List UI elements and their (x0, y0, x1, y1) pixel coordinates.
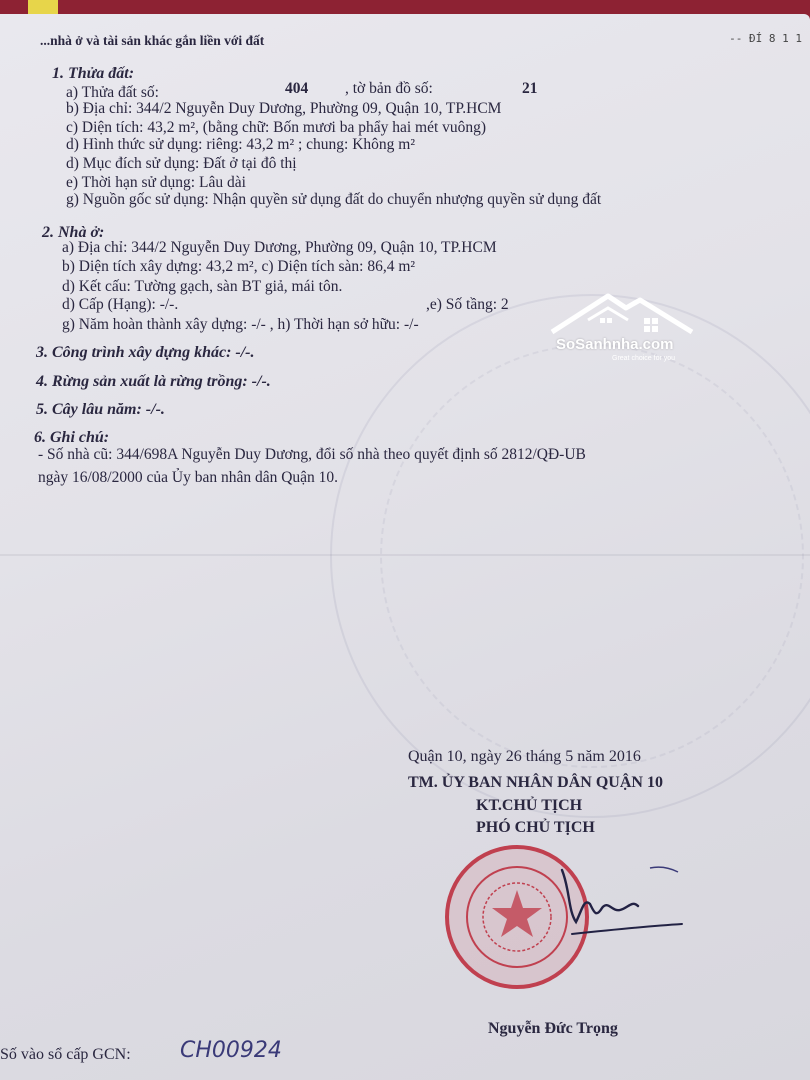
issue-date: Quận 10, ngày 26 tháng 5 năm 2016 (408, 748, 641, 765)
map-number: 21 (522, 80, 538, 97)
land-area: c) Diện tích: 43,2 m², (bằng chữ: Bốn mươi ba phẩy hai mét vuông) (66, 119, 487, 136)
register-number: CH00924 (180, 1038, 282, 1063)
house-heading: 2. Nhà ở: (42, 224, 105, 241)
land-term: e) Thời hạn sử dụng: Lâu dài (66, 174, 246, 191)
land-origin: g) Nguồn gốc sử dụng: Nhận quyền sử dụng đất do chuyển nhượng quyền sử dụng đất (66, 191, 602, 208)
notes-heading: 6. Ghi chú: (34, 429, 110, 446)
completion-year: g) Năm hoàn thành xây dựng: -/- , h) Thời hạn sở hữu: -/- (62, 316, 419, 333)
land-heading: 1. Thửa đất: (52, 65, 135, 82)
build-area: b) Diện tích xây dựng: 43,2 m², c) Diện tích sàn: 86,4 m² (62, 258, 416, 275)
page-header: ...nhà ở và tài sản khác gắn liền với đất (40, 33, 265, 48)
house-structure: d) Kết cấu: Tường gạch, sàn BT giả, mái tôn. (62, 278, 343, 295)
register-label: Số vào sổ cấp GCN: (0, 1046, 131, 1063)
forest: 4. Rừng sản xuất là rừng trồng: -/-. (36, 373, 271, 390)
house-grade: d) Cấp (Hạng): -/-. (62, 296, 179, 313)
watermark-brand: SoSanhnha.com (556, 336, 674, 353)
perennial-trees: 5. Cây lâu năm: -/-. (36, 401, 165, 418)
kt-chairman: KT.CHỦ TỊCH (476, 797, 583, 814)
land-purpose: d) Mục đích sử dụng: Đất ở tại đô thị (66, 155, 297, 172)
other-works: 3. Công trình xây dựng khác: -/-. (36, 344, 255, 361)
house-floors: ,e) Số tầng: 2 (426, 296, 509, 313)
handwritten-signature (510, 860, 710, 950)
notes-line-2: ngày 16/08/2000 của Ủy ban nhân dân Quận 10. (38, 469, 339, 486)
notes-line-1: - Số nhà cũ: 344/698A Nguyễn Duy Dương, đổi số nhà theo quyết định số 2812/QĐ-UB (38, 446, 586, 463)
watermark-tagline: Great choice for you (612, 355, 676, 362)
parcel-number: 404 (285, 80, 309, 97)
background-emblem-inner (380, 344, 804, 768)
usage-form: d) Hình thức sử dụng: riêng: 43,2 m² ; chung: Không m² (66, 136, 415, 153)
parcel-label: a) Thửa đất số: (66, 84, 159, 101)
land-address: b) Địa chỉ: 344/2 Nguyễn Duy Dương, Phường 09, Quận 10, TP.HCM (66, 100, 502, 117)
corner-code: -- ĐÍ 8 1 1 (729, 32, 802, 45)
map-label: , tờ bản đồ số: (345, 80, 433, 97)
house-address: a) Địa chỉ: 344/2 Nguyễn Duy Dương, Phường 09, Quận 10, TP.HCM (62, 239, 497, 256)
signer-name: Nguyễn Đức Trọng (488, 1020, 618, 1037)
vice-chairman-title: PHÓ CHỦ TỊCH (476, 819, 595, 836)
fold-line (0, 554, 810, 556)
issuing-org: TM. ỦY BAN NHÂN DÂN QUẬN 10 (408, 774, 663, 791)
